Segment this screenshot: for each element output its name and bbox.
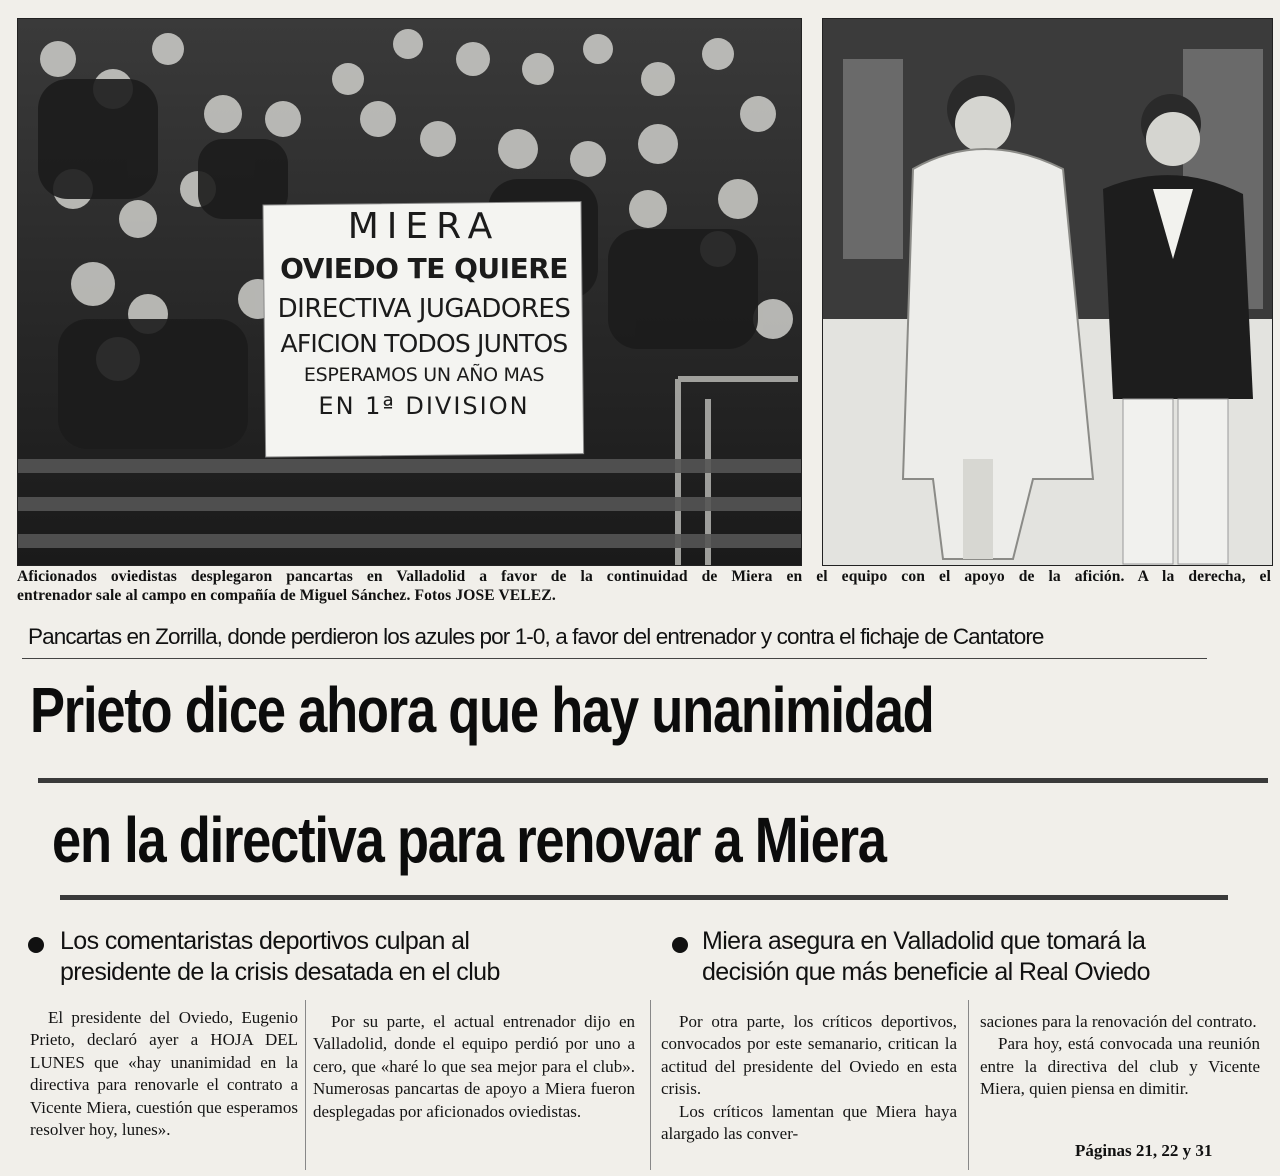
headline-line-1: Prieto dice ahora que hay unanimidad — [30, 674, 934, 746]
caption-line-2: entrenador sale al campo en compañía de Miguel Sánchez. Fotos JOSE VELEZ. — [17, 587, 556, 604]
body-column-4 — [980, 1011, 1260, 1101]
caption-line-1: Aficionados oviedistas desplegaron pancartas en Valladolid a favor de la continuidad de Miera en el equipo con el apoyo de la afición. A la derecha, el — [17, 568, 1271, 585]
banner-line-directiva: DIRECTIVA JUGADORES — [277, 294, 571, 324]
bullet-dot-icon — [28, 937, 44, 953]
body-paragraph: Para hoy, está convocada una reunión entre la directiva del club y Vicente Miera, quien piensa en dimitir. — [980, 1034, 1260, 1099]
page-reference: Páginas 21, 22 y 31 — [1075, 1141, 1213, 1160]
body-column-2 — [313, 1011, 635, 1123]
bullet-2-line-1: Miera asegura en Valladolid que tomará la — [702, 927, 1146, 955]
banner-line-esperamos: ESPERAMOS UN AÑO MAS — [303, 364, 545, 386]
headline-rule-2 — [60, 895, 1228, 900]
body-paragraph: Por otra parte, los críticos deportivos, convocados por este semanario, critican la actitud del presidente del Oviedo en esta crisis. — [661, 1012, 957, 1099]
bullet-point-2 — [702, 926, 1150, 988]
column-divider — [650, 1000, 651, 1170]
headline-rule-1 — [38, 778, 1268, 783]
bullet-2-line-2: decisión que más beneficie al Real Oviedo — [702, 958, 1150, 986]
column-divider — [305, 1000, 306, 1170]
banner-line-miera: MIERA — [347, 206, 501, 247]
body-paragraph: El presidente del Oviedo, Eugenio Prieto, declaró ayer a HOJA DEL LUNES que «hay unanimidad en la directiva para renovarle el contrato a Vicente Miera, cuestión que esperamos resolver hoy, lunes». — [30, 1008, 298, 1140]
column-divider — [968, 1000, 969, 1170]
body-paragraph: Por su parte, el actual entrenador dijo en Valladolid, donde el equipo perdió por uno a cero, que «haré lo que sea mejor para el club». Numerosas pancartas de apoyo a Miera fueron desplegadas por aficionados oviedistas. — [313, 1012, 635, 1121]
photo-coach-walking — [822, 18, 1273, 566]
bullet-dot-icon — [672, 937, 688, 953]
banner-line-oviedo: OVIEDO TE QUIERE — [280, 252, 568, 285]
photo-fans-banner — [17, 18, 802, 566]
banner-line-division: EN 1ª DIVISION — [318, 392, 530, 420]
body-paragraph: saciones para la renovación del contrato. — [980, 1012, 1257, 1031]
bullet-1-line-1: Los comentaristas deportivos culpan al — [60, 927, 470, 955]
subhead-rule — [22, 658, 1207, 659]
bullet-1-line-2: presidente de la crisis desatada en el club — [60, 958, 500, 986]
subheadline: Pancartas en Zorrilla, donde perdieron los azules por 1-0, a favor del entrenador y contra el fichaje de Cantatore — [28, 624, 1044, 649]
body-paragraph: Los críticos lamentan que Miera haya alargado las conver- — [661, 1101, 957, 1144]
body-column-3 — [661, 1011, 957, 1145]
photo-caption — [17, 567, 1271, 605]
bullet-point-1 — [60, 926, 500, 988]
body-column-1 — [30, 1007, 298, 1141]
headline-line-2: en la directiva para renovar a Miera — [52, 804, 886, 876]
banner-line-aficion: AFICION TODOS JUNTOS — [280, 329, 568, 358]
